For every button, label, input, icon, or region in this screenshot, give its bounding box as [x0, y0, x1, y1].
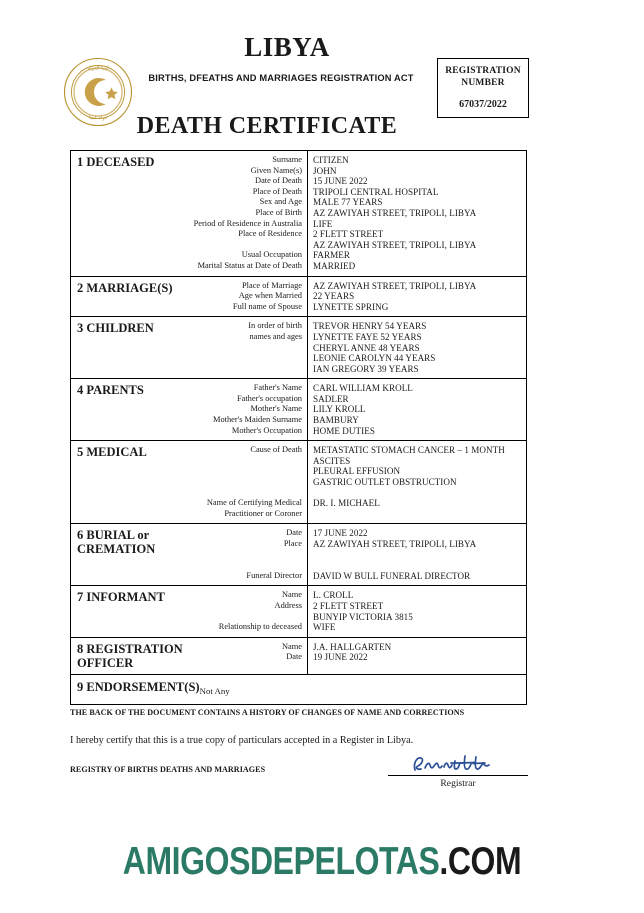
field-label — [191, 488, 302, 499]
field-label — [191, 343, 302, 354]
field-value: JOHN — [313, 165, 337, 176]
field-value: TREVOR HENRY 54 YEARS — [313, 321, 427, 332]
field-value: PLEURAL EFFUSION — [313, 466, 401, 477]
certificate-section — [71, 277, 526, 318]
endorsements-section — [71, 675, 526, 704]
field-label: Date — [286, 652, 302, 662]
registration-number-value: 67037/2022 — [459, 99, 507, 110]
field-value: LEONIE CAROLYN 44 YEARS — [313, 353, 436, 364]
field-label — [191, 560, 302, 571]
field-value: AZ ZAWIYAH STREET, TRIPOLI, LIBYA — [313, 239, 477, 250]
field-value: LYNETTE FAYE 52 YEARS — [313, 331, 422, 342]
field-label: Place of Marriage — [242, 280, 302, 290]
field-label — [191, 477, 302, 488]
field-value: DR. I. MICHAEL — [313, 498, 380, 509]
signature-block — [388, 751, 528, 789]
field-label: Place of Birth — [255, 207, 302, 217]
signature-line — [388, 775, 528, 776]
field-label: Mother's Maiden Surname — [213, 415, 302, 425]
field-value: MALE 77 YEARS — [313, 197, 383, 208]
certificate-section — [71, 151, 526, 277]
field-label: Father's Name — [253, 383, 302, 393]
field-label: Father's occupation — [236, 393, 302, 403]
field-value: BAMBURY — [313, 415, 359, 426]
certificate-section — [71, 441, 526, 524]
svg-text:دولة ليبيا: دولة ليبيا — [88, 115, 108, 121]
registry-office-line: REGISTRY OF BIRTHS DEATHS AND MARRIAGES — [70, 765, 266, 774]
field-value: METASTATIC STOMACH CANCER – 1 MONTH — [313, 445, 505, 456]
field-value: TRIPOLI CENTRAL HOSPITAL — [313, 186, 439, 197]
field-label: Sex and Age — [259, 197, 302, 207]
field-value: WIFE — [313, 622, 336, 633]
field-label — [191, 612, 302, 623]
registration-label-line2: NUMBER — [461, 77, 505, 88]
field-value: 19 JUNE 2022 — [313, 652, 368, 663]
field-label: Address — [274, 600, 302, 610]
document-title: DEATH CERTIFICATE — [136, 113, 398, 139]
section-title: 1 DECEASED — [77, 155, 155, 169]
field-value — [313, 550, 523, 561]
signature-smith-icon — [403, 751, 513, 777]
country-title: LIBYA — [244, 32, 330, 62]
field-label: Given Name(s) — [250, 165, 302, 175]
field-label: Place of Death — [252, 186, 302, 196]
field-value: CARL WILLIAM KROLL — [313, 383, 413, 394]
field-label: Date of Death — [255, 176, 302, 186]
section-title: 2 MARRIAGE(S) — [77, 280, 173, 295]
section-field-values — [308, 524, 526, 585]
field-label: Practitioner or Coroner — [224, 508, 302, 518]
field-value: 2 FLETT STREET — [313, 229, 384, 240]
section-field-values — [308, 277, 526, 317]
document-header — [0, 0, 644, 148]
section-field-values — [308, 441, 526, 523]
section-field-labels — [191, 317, 308, 378]
registry-signature-row — [70, 765, 530, 809]
site-watermark — [58, 840, 586, 884]
field-value: CHERYL ANNE 48 YEARS — [313, 342, 420, 353]
field-label — [191, 240, 302, 251]
section-field-labels — [191, 379, 308, 440]
section-title: 4 PARENTS — [77, 383, 144, 398]
field-value: 2 FLETT STREET — [313, 600, 384, 611]
field-label: In order of birth — [248, 321, 302, 331]
field-value: DAVID W BULL FUNERAL DIRECTOR — [313, 570, 471, 581]
field-value: MARRIED — [313, 260, 356, 271]
field-label: Place of Residence — [238, 229, 302, 239]
field-label: Cause of Death — [250, 445, 302, 455]
field-value — [313, 560, 523, 571]
field-value: IAN GREGORY 39 YEARS — [313, 363, 419, 374]
section-field-values — [308, 317, 526, 378]
field-value: FARMER — [313, 250, 351, 261]
field-label — [191, 353, 302, 364]
certificate-section — [71, 379, 526, 441]
field-label: names and ages — [249, 331, 302, 341]
field-label — [191, 466, 302, 477]
field-value: ASCITES — [313, 455, 351, 466]
field-label — [191, 456, 302, 467]
field-value: AZ ZAWIYAH STREET, TRIPOLI, LIBYA — [313, 207, 477, 218]
svg-text:ليبيا الدولة: ليبيا الدولة — [87, 65, 109, 72]
field-value: L. CROLL — [313, 590, 354, 601]
certification-statement: I hereby certify that this is a true copy of particulars accepted in a Register in Libya. — [70, 735, 414, 746]
field-value: LIFE — [313, 218, 333, 229]
field-label — [191, 550, 302, 561]
field-label: Place — [283, 539, 302, 548]
registration-number-box — [437, 58, 529, 118]
field-label: Mother's Occupation — [231, 425, 302, 435]
field-label: Full name of Spouse — [232, 301, 302, 311]
certificate-section — [71, 524, 526, 586]
field-label: Date — [286, 528, 302, 538]
field-label: Name — [282, 641, 302, 651]
certificate-section — [71, 638, 526, 675]
field-value — [313, 509, 523, 520]
section-title: 6 BURIAL or CREMATION — [77, 528, 156, 557]
field-label: Funeral Director — [246, 570, 302, 580]
watermark-primary-text: AMIGOSDEPELOTAS — [122, 840, 440, 883]
watermark-suffix-text: .COM — [439, 840, 522, 883]
field-label: Age when Married — [238, 291, 302, 301]
section-field-labels — [191, 277, 308, 317]
field-label — [191, 364, 302, 375]
field-value — [313, 488, 523, 499]
field-value: SADLER — [313, 393, 349, 404]
section-field-values — [308, 379, 526, 440]
field-label: Relationship to deceased — [218, 622, 302, 632]
certificate-section — [71, 317, 526, 379]
field-value: LYNETTE SPRING — [313, 301, 389, 312]
endorsements-title: 9 ENDORSEMENT(S) — [77, 679, 200, 694]
field-value: J.A. HALLGARTEN — [313, 641, 392, 652]
section-title: 5 MEDICAL — [77, 445, 147, 460]
section-title: 8 REGISTRATION OFFICER — [77, 641, 183, 670]
field-label: Name — [282, 590, 302, 600]
field-label: Period of Residence in Australia — [193, 218, 302, 228]
field-value: 15 JUNE 2022 — [313, 176, 368, 187]
field-value: GASTRIC OUTLET OBSTRUCTION — [313, 477, 457, 488]
certificate-section — [71, 586, 526, 637]
section-title: 7 INFORMANT — [77, 590, 165, 605]
field-value: HOME DUTIES — [313, 425, 375, 436]
registration-label-line1: REGISTRATION — [445, 66, 521, 76]
certificate-table — [70, 150, 527, 705]
back-of-document-notice: THE BACK OF THE DOCUMENT CONTAINS A HISTORY OF CHANGES OF NAME AND CORRECTIONS — [70, 708, 465, 717]
field-label: Marital Status at Date of Death — [197, 260, 302, 270]
section-field-labels — [191, 151, 308, 276]
field-value: AZ ZAWIYAH STREET, TRIPOLI, LIBYA — [313, 539, 477, 549]
field-value: AZ ZAWIYAH STREET, TRIPOLI, LIBYA — [313, 280, 477, 291]
field-label: Mother's Name — [250, 404, 302, 414]
field-value: 22 YEARS — [313, 291, 355, 302]
field-label: Name of Certifying Medical — [206, 498, 302, 508]
document-footer — [70, 708, 530, 809]
field-label: Surname — [272, 155, 302, 164]
field-value: BUNYIP VICTORIA 3815 — [313, 611, 413, 622]
section-title: 3 CHILDREN — [77, 321, 154, 336]
section-field-values — [308, 586, 526, 636]
field-label: Usual Occupation — [241, 250, 302, 260]
section-field-labels — [191, 586, 308, 636]
section-field-labels — [191, 524, 308, 585]
signature-role-label: Registrar — [440, 778, 476, 789]
section-field-labels — [191, 638, 308, 674]
registration-act-line: BIRTHS, DFEATHS AND MARRIAGES REGISTRATION ACT — [148, 73, 414, 83]
field-value: CITIZEN — [313, 155, 349, 165]
section-field-labels — [191, 441, 308, 523]
section-field-values — [308, 151, 526, 276]
field-value: 17 JUNE 2022 — [313, 528, 368, 539]
field-value: LILY KROLL — [313, 404, 366, 415]
endorsements-value: Not Any — [199, 685, 230, 696]
section-field-values — [308, 638, 526, 674]
